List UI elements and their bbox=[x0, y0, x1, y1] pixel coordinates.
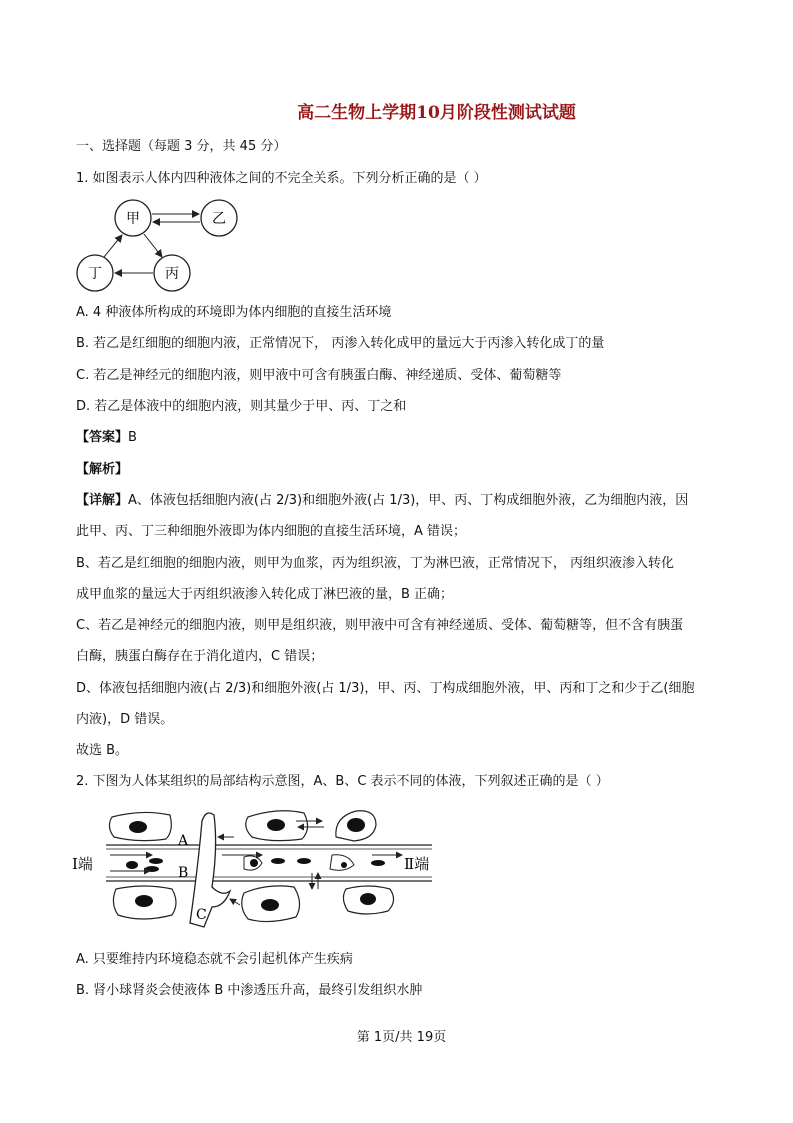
answer-line bbox=[76, 429, 137, 446]
detail-line-3: B、若乙是红细胞的细胞内液，则甲为血浆，丙为组织液，丁为淋巴液，正常情况下， 丙组织液渗入转化 bbox=[76, 556, 675, 571]
page-title: 高二生物上学期10月阶段性测试试题 bbox=[297, 103, 576, 123]
detail-tag: 【详解】 bbox=[76, 493, 129, 508]
q1-option-d: D. 若乙是体液中的细胞内液，则其量少于甲、丙、丁之和 bbox=[76, 399, 407, 414]
question-1-stem: 1. 如图表示人体内四种液体之间的不完全关系。下列分析正确的是（ ） bbox=[76, 171, 487, 186]
label-b: B bbox=[178, 865, 189, 881]
answer-value: B bbox=[128, 430, 137, 445]
label-yi: 乙 bbox=[212, 211, 226, 227]
page-footer: 第 1页/共 19页 bbox=[356, 1030, 447, 1045]
detail-line-7: D、体液包括细胞内液(占 2/3)和细胞外液(占 1/3)，甲、丙、丁构成细胞外液，甲、丙和丁之和少于乙(细胞 bbox=[76, 681, 695, 696]
label-jia: 甲 bbox=[126, 211, 140, 227]
detail-line-4: 成甲血浆的量远大于丙组织液渗入转化成丁淋巴液的量，B 正确； bbox=[76, 587, 454, 602]
label-a: A bbox=[178, 833, 189, 849]
answer-tag: 【答案】 bbox=[76, 430, 129, 445]
detail-line-6: 白酶，胰蛋白酶存在于消化道内，C 错误； bbox=[76, 649, 324, 664]
section-heading: 一、选择题（每题 3 分，共 45 分） bbox=[76, 139, 287, 154]
q2-option-b: B. 肾小球肾炎会使液体 B 中渗透压升高，最终引发组织水肿 bbox=[76, 983, 423, 998]
q1-option-a: A. 4 种液体所构成的环境即为体内细胞的直接生活环境 bbox=[76, 305, 392, 320]
fluid-relationship-diagram bbox=[74, 198, 244, 294]
detail-line-1 bbox=[76, 492, 688, 509]
arrow-ding-to-jia bbox=[104, 235, 122, 257]
detail-line-5: C、若乙是神经元的细胞内液，则甲是组织液，则甲液中可含有神经递质、受体、葡萄糖等，但不含有胰蛋 bbox=[76, 618, 684, 633]
analysis-tag: 【解析】 bbox=[76, 462, 129, 477]
detail-line-9: 故选 B。 bbox=[76, 743, 129, 758]
q1-option-c: C. 若乙是神经元的细胞内液，则甲液中可含有胰蛋白酶、神经递质、受体、葡萄糖等 bbox=[76, 368, 562, 383]
q1-option-b: B. 若乙是红细胞的细胞内液，正常情况下， 丙渗入转化成甲的量远大于丙渗入转化成丁的量 bbox=[76, 336, 605, 351]
arrow-jia-to-bing bbox=[144, 234, 162, 257]
label-end-1: Ⅰ端 bbox=[72, 855, 93, 873]
detail-line-2: 此甲、丙、丁三种细胞外液即为体内细胞的直接生活环境，A 错误； bbox=[76, 524, 467, 539]
label-ding: 丁 bbox=[88, 266, 102, 282]
question-2-stem: 2. 下图为人体某组织的局部结构示意图，A、B、C 表示不同的体液，下列叙述正确的是（ ） bbox=[76, 774, 609, 789]
label-end-2: Ⅱ端 bbox=[404, 855, 430, 873]
detail-line-8: 内液)，D 错误。 bbox=[76, 712, 174, 727]
q2-option-a: A. 只要维持内环境稳态就不会引起机体产生疾病 bbox=[76, 952, 353, 967]
label-c: C bbox=[196, 907, 207, 923]
detail-text: A、体液包括细胞内液(占 2/3)和细胞外液(占 1/3)，甲、丙、丁构成细胞外液，乙为细胞内液，因 bbox=[128, 493, 689, 508]
label-bing: 丙 bbox=[165, 266, 179, 282]
tissue-structure-diagram bbox=[72, 807, 444, 937]
